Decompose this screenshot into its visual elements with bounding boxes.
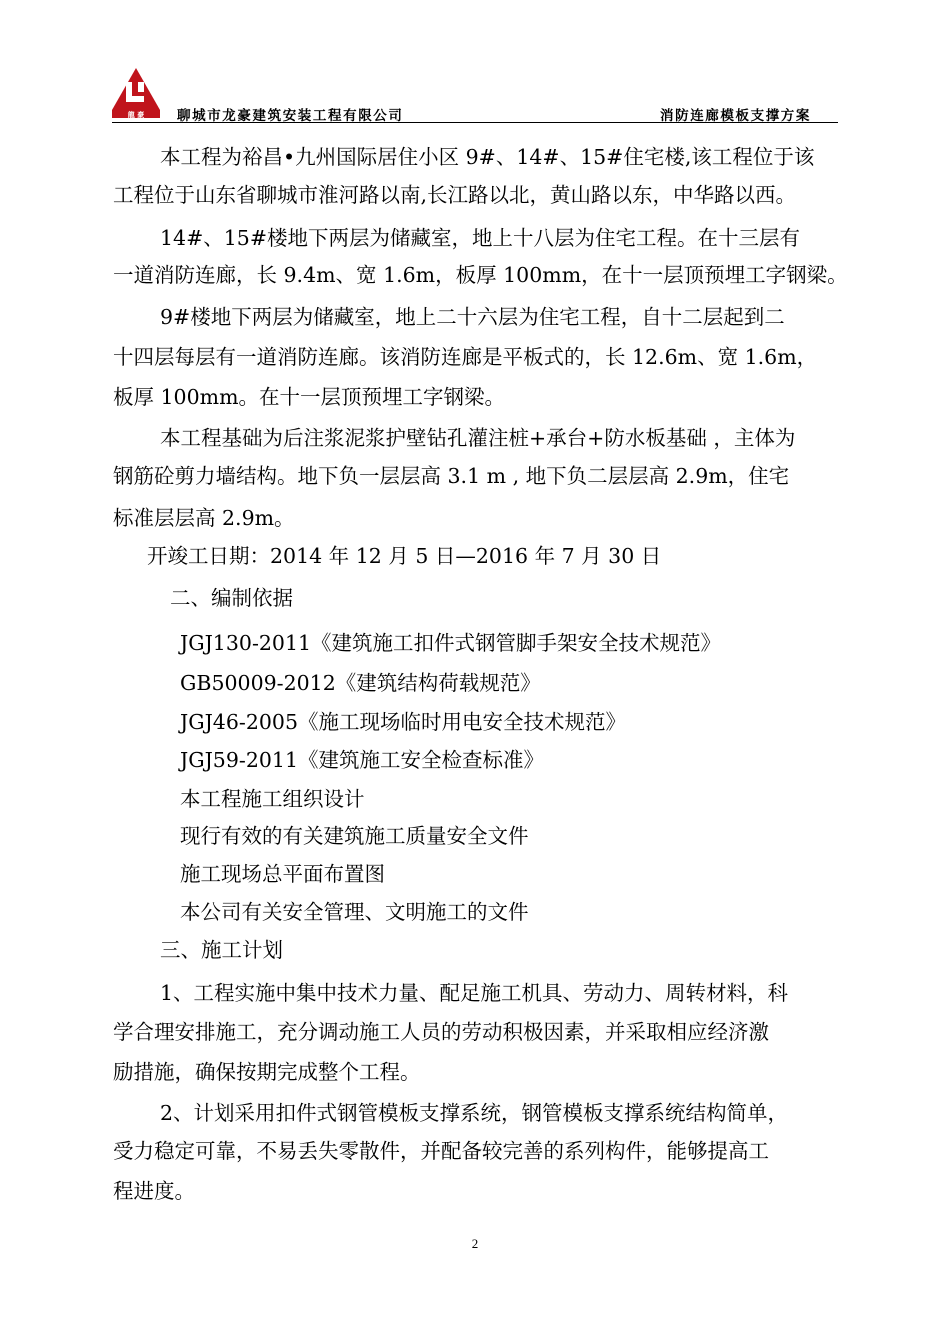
reference-item: JGJ59-2011《建筑施工安全检查标准》: [180, 748, 544, 772]
section-heading: 三、施工计划: [160, 938, 283, 962]
reference-item: JGJ130-2011《建筑施工扣件式钢管脚手架安全技术规范》: [180, 631, 722, 655]
reference-item: 本公司有关安全管理、文明施工的文件: [180, 900, 529, 924]
paragraph-line: 十四层每层有一道消防连廊。该消防连廊是平板式的，长 12.6m、宽 1.6m，: [113, 345, 818, 369]
reference-item: 现行有效的有关建筑施工质量安全文件: [180, 824, 529, 848]
paragraph-line: 开竣工日期：2014 年 12 月 5 日—2016 年 7 月 30 日: [147, 544, 662, 568]
paragraph-line: 板厚 100mm。在十一层顶预埋工字钢梁。: [113, 385, 506, 409]
page-number: 2: [471, 1236, 479, 1251]
paragraph-line: 钢筋砼剪力墙结构。地下负一层层高 3.1 m , 地下负二层层高 2.9m，住宅: [113, 464, 790, 488]
paragraph-line: 本工程为裕昌•九州国际居住小区 9#、14#、15#住宅楼,该工程位于该: [160, 145, 815, 169]
paragraph-line: 本工程基础为后注浆泥浆护壁钻孔灌注桩+承台+防水板基础 ，主体为: [160, 426, 796, 450]
reference-item: GB50009-2012《建筑结构荷载规范》: [180, 671, 541, 695]
paragraph-line: 标准层层高 2.9m。: [113, 506, 295, 530]
paragraph-line: 14#、15#楼地下两层为储藏室，地上十八层为住宅工程。在十三层有: [160, 226, 801, 250]
paragraph-line: 2、计划采用扣件式钢管模板支撑系统，钢管模板支撑系统结构简单，: [160, 1101, 789, 1125]
paragraph-line: 学合理安排施工，充分调动施工人员的劳动积极因素，并采取相应经济激: [113, 1020, 769, 1044]
header-company-name: 聊城市龙豪建筑安装工程有限公司: [177, 108, 404, 124]
header-document-title: 消防连廊模板支撑方案: [660, 108, 811, 124]
reference-item: 施工现场总平面布置图: [180, 862, 385, 886]
reference-item: 本工程施工组织设计: [180, 787, 365, 811]
paragraph-line: 一道消防连廊，长 9.4m、宽 1.6m，板厚 100mm，在十一层顶预埋工字钢梁。: [113, 263, 848, 287]
header-divider: [112, 122, 838, 123]
logo-text: 龍 豪: [127, 111, 145, 118]
paragraph-line: 程进度。: [113, 1179, 195, 1203]
company-logo: [110, 66, 162, 118]
reference-item: JGJ46-2005《施工现场临时用电安全技术规范》: [180, 710, 626, 734]
paragraph-line: 1、工程实施中集中技术力量、配足施工机具、劳动力、周转材料，科: [160, 981, 789, 1005]
paragraph-line: 受力稳定可靠，不易丢失零散件，并配备较完善的系列构件，能够提高工: [113, 1139, 769, 1163]
paragraph-line: 9#楼地下两层为储藏室，地上二十六层为住宅工程，自十二层起到二: [160, 305, 785, 329]
paragraph-line: 工程位于山东省聊城市淮河路以南,长江路以北，黄山路以东，中华路以西。: [113, 183, 797, 207]
paragraph-line: 励措施，确保按期完成整个工程。: [113, 1060, 421, 1084]
section-heading: 二、编制依据: [170, 586, 293, 610]
